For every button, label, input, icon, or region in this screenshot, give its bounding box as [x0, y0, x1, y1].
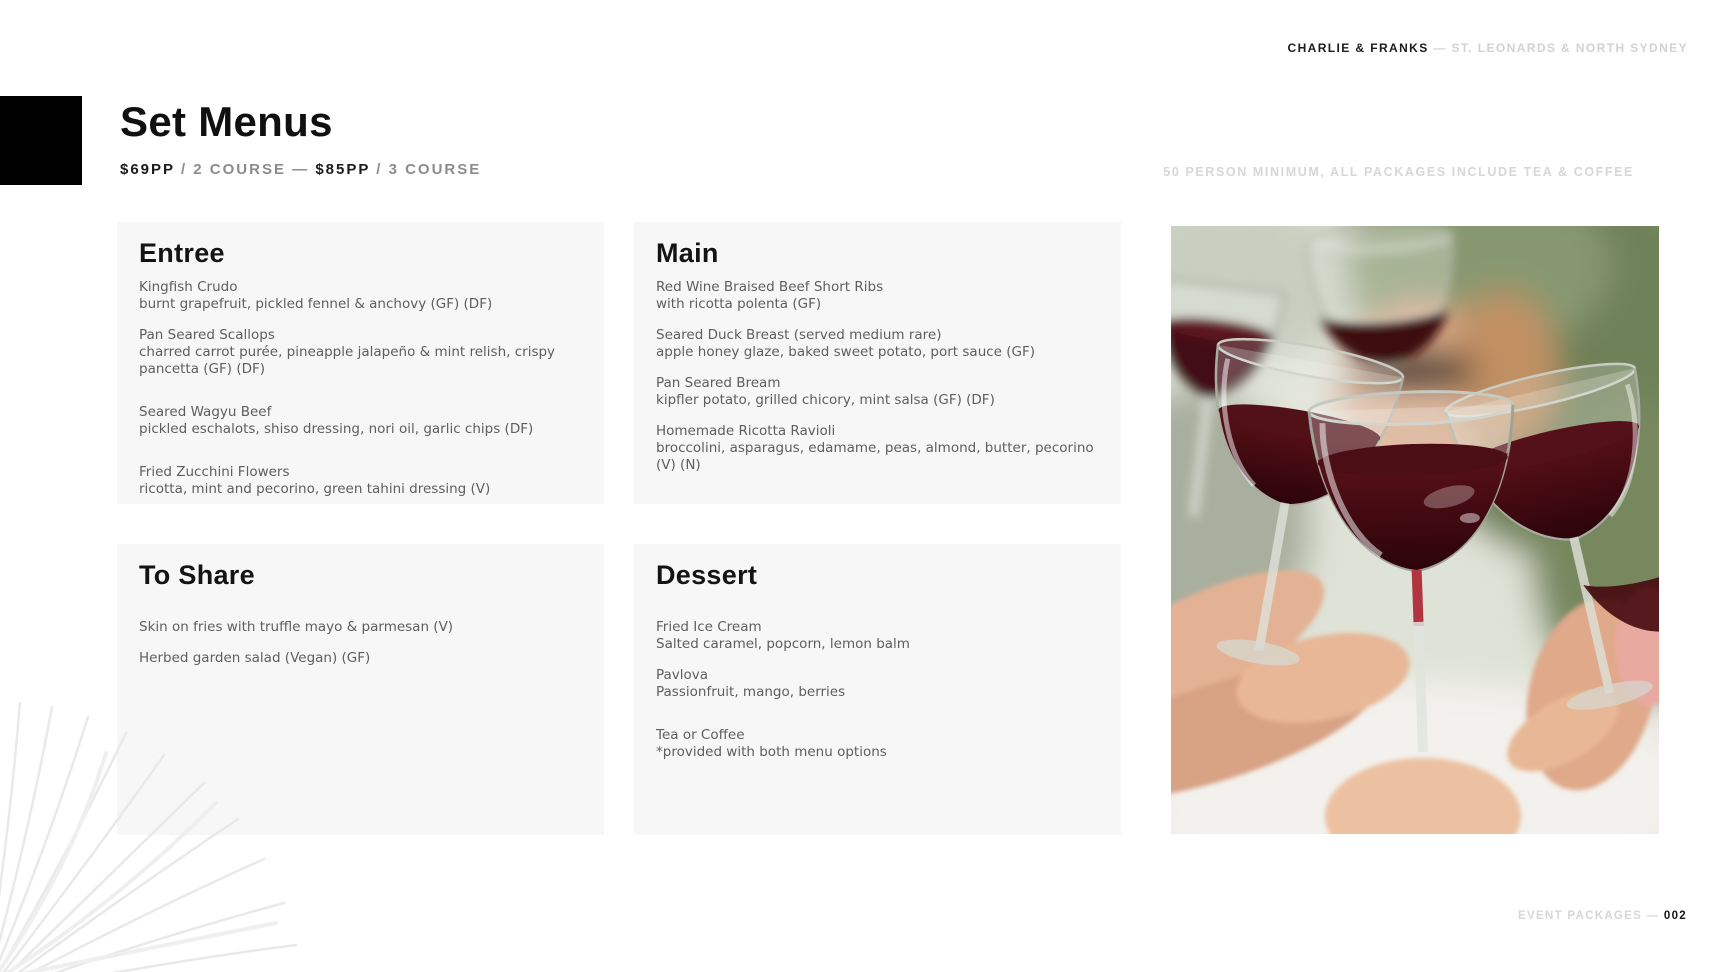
- card-entree: [117, 222, 604, 504]
- item-name: Kingfish Crudo: [139, 279, 238, 295]
- course-2-label: / 2 COURSE: [180, 161, 286, 178]
- footer-dash: —: [1646, 910, 1664, 922]
- item-name: Homemade Ricotta Ravioli: [656, 423, 836, 439]
- black-accent-block: [0, 96, 82, 185]
- price-line: [120, 161, 481, 178]
- title-area: [120, 98, 481, 178]
- card-dessert-title: Dessert: [656, 560, 758, 590]
- item-desc: ricotta, mint and pecorino, green tahini dressing (V): [139, 481, 491, 497]
- menu-item: [139, 279, 582, 313]
- wine-toast-photo: [1171, 226, 1659, 834]
- menu-item: [656, 727, 1099, 761]
- item-name: Tea or Coffee: [656, 727, 745, 743]
- footer: [1518, 910, 1687, 922]
- item-desc: apple honey glaze, baked sweet potato, port sauce (GF): [656, 344, 1036, 360]
- item-name: Seared Wagyu Beef: [139, 404, 272, 420]
- footer-label: EVENT PACKAGES: [1518, 910, 1643, 922]
- price-2-course: $69PP: [120, 161, 175, 178]
- item-name: Fried Ice Cream: [656, 619, 762, 635]
- card-dessert: [634, 544, 1121, 835]
- item-name: Seared Duck Breast (served medium rare): [656, 327, 942, 343]
- price-3-course: $85PP: [315, 161, 371, 178]
- item-desc: Salted caramel, popcorn, lemon balm: [656, 636, 910, 652]
- menu-item: [656, 667, 1099, 701]
- page-number: 002: [1663, 910, 1687, 922]
- item-name: Pan Seared Bream: [656, 375, 781, 391]
- card-entree-title: Entree: [139, 238, 225, 268]
- item-desc: broccolini, asparagus, edamame, peas, almond, butter, pecorino (V) (N): [656, 440, 1094, 473]
- menu-item: [656, 619, 1099, 653]
- page-title: Set Menus: [120, 98, 333, 145]
- item-name: Skin on fries with truffle mayo & parmesan (V): [139, 619, 454, 635]
- item-desc: charred carrot purée, pineapple jalapeño & mint relish, crispy pancetta (GF) (DF): [139, 344, 556, 377]
- item-desc: pickled eschalots, shiso dressing, nori oil, garlic chips (DF): [139, 421, 534, 437]
- card-main-title: Main: [656, 238, 719, 268]
- item-name: Pan Seared Scallops: [139, 327, 275, 343]
- brand-name: CHARLIE & FRANKS: [1287, 41, 1429, 55]
- item-name: Pavlova: [656, 667, 709, 683]
- minimum-note: 50 PERSON MINIMUM, ALL PACKAGES INCLUDE TEA & COFFEE: [1163, 165, 1634, 179]
- menu-item: [139, 619, 582, 636]
- course-3-label: / 3 COURSE: [376, 161, 482, 178]
- item-desc: burnt grapefruit, pickled fennel & anchovy (GF) (DF): [139, 296, 493, 312]
- card-main: [634, 222, 1121, 504]
- card-to-share-title: To Share: [139, 560, 255, 590]
- item-desc: with ricotta polenta (GF): [656, 296, 822, 312]
- menu-item: [656, 327, 1099, 361]
- card-to-share: [117, 544, 604, 835]
- menu-item: [139, 650, 582, 667]
- item-desc: *provided with both menu options: [656, 744, 887, 760]
- item-name: Red Wine Braised Beef Short Ribs: [656, 279, 884, 295]
- menu-item: [139, 464, 582, 498]
- menu-item: [656, 375, 1099, 409]
- brand-header: [1288, 41, 1688, 55]
- menu-item: [139, 327, 582, 378]
- item-name: Fried Zucchini Flowers: [139, 464, 290, 480]
- menu-item: [656, 279, 1099, 313]
- menu-item: [656, 423, 1099, 474]
- price-dash: —: [292, 161, 310, 178]
- item-name: Herbed garden salad (Vegan) (GF): [139, 650, 371, 666]
- wine-toast-photo-svg: [1171, 226, 1659, 834]
- menu-item: [139, 404, 582, 438]
- item-desc: kipfler potato, grilled chicory, mint salsa (GF) (DF): [656, 392, 995, 408]
- item-desc: Passionfruit, mango, berries: [656, 684, 846, 700]
- brand-separator: —: [1433, 41, 1452, 55]
- brand-location: ST. LEONARDS & NORTH SYDNEY: [1451, 41, 1688, 55]
